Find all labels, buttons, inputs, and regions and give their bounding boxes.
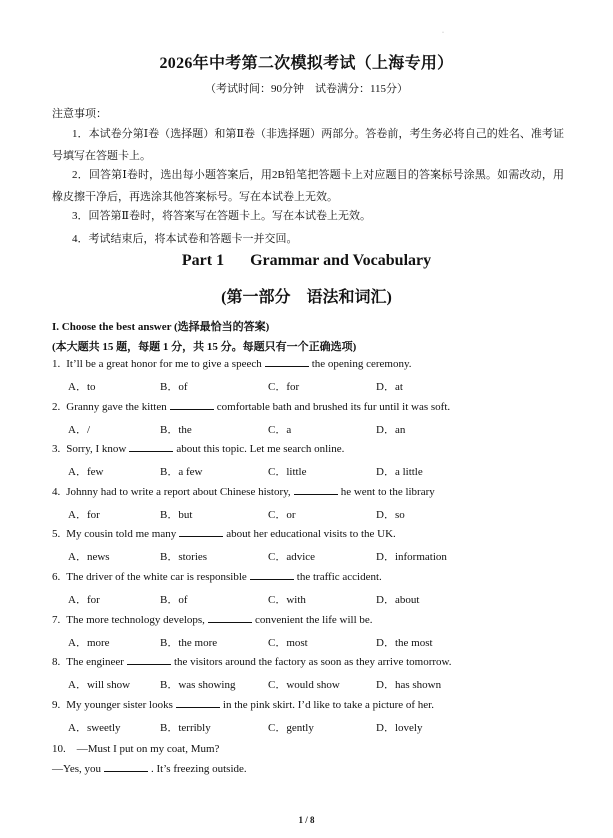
question-9 <box>52 698 434 711</box>
notice-item-2: 2．回答第Ⅰ卷时，选出每小题答案后，用2B铅笔把答题卡上对应题目的答案标号涂黑。如需改动，用橡皮擦干净后，再选涂其他答案标号。写在本试卷上无效。 <box>52 169 564 203</box>
question-3-option-c: C．little <box>268 466 307 478</box>
question-text-before: Sorry, I know <box>66 443 127 455</box>
question-text-before: The engineer <box>66 656 124 668</box>
question-text-after: the traffic accident. <box>296 571 382 583</box>
question-8-option-c: C．would show <box>268 679 340 691</box>
question-4-option-c: C．or <box>268 509 296 521</box>
question-10-line-1: 10. —Must I put on my coat, Mum? <box>52 743 220 755</box>
question-9-option-d: D．lovely <box>376 722 423 734</box>
answer-blank <box>170 400 214 410</box>
part-label: Part 1 <box>181 252 225 269</box>
question-1-option-a: A．to <box>68 381 96 393</box>
question-number: 5. <box>52 528 61 540</box>
notice-item-1: 1．本试卷分第Ⅰ卷（选择题）和第Ⅱ卷（非选择题）两部分。答卷前，考生务必将自己的姓名、准考证号填写在答题卡上。 <box>52 128 564 162</box>
part-name: Grammar and Vocabulary <box>250 252 432 269</box>
question-8-option-b: B．was showing <box>160 679 236 691</box>
question-3 <box>52 442 344 455</box>
question-1-option-c: C．for <box>268 381 300 393</box>
question-6-option-d: D．about <box>376 594 420 606</box>
question-number: 1. <box>52 358 61 370</box>
question-7-option-d: D．the most <box>376 637 433 649</box>
question-number: 6. <box>52 571 61 583</box>
question-text-after: in the pink skirt. I’d like to take a picture of her. <box>222 699 434 711</box>
question-6 <box>52 570 382 583</box>
question-1-option-b: B．of <box>160 381 188 393</box>
question-8-option-a: A．will show <box>68 679 131 691</box>
answer-blank <box>104 762 148 772</box>
question-text-before: My cousin told me many <box>66 528 177 540</box>
question-number: 4. <box>52 486 61 498</box>
q10-reply-after: . It’s freezing outside. <box>151 763 247 775</box>
question-text-before: Granny gave the kitten <box>66 401 167 413</box>
part-subtitle-cn: (第一部分 语法和词汇) <box>221 289 392 306</box>
question-3-option-d: D．a little <box>376 466 423 478</box>
question-4 <box>52 485 435 498</box>
question-1 <box>52 357 412 370</box>
question-text-after: convenient the life will be. <box>254 614 373 626</box>
question-text-after: comfortable bath and brushed its fur until it was soft. <box>216 401 451 413</box>
question-9-option-a: A．sweetly <box>68 722 121 734</box>
question-text-before: My younger sister looks <box>66 699 173 711</box>
answer-blank <box>294 485 338 495</box>
question-number: 7. <box>52 614 61 626</box>
question-2 <box>52 400 450 413</box>
section-note: (本大题共 15 题，每题 1 分，共 15 分。每题只有一个正确选项) <box>52 341 357 353</box>
question-text-after: the visitors around the factory as soon as they arrive tomorrow. <box>173 656 452 668</box>
question-5-option-d: D．information <box>376 551 447 563</box>
page-number: 1 / 8 <box>298 815 315 825</box>
question-8 <box>52 655 452 668</box>
part-title <box>0 252 613 270</box>
question-number: 8. <box>52 656 61 668</box>
question-number: 3. <box>52 443 61 455</box>
question-7-option-a: A．more <box>68 637 110 649</box>
question-6-option-a: A．for <box>68 594 100 606</box>
exam-subtitle: （考试时间：90分钟 试卷满分：115分） <box>204 83 409 95</box>
question-8-option-d: D．has shown <box>376 679 442 691</box>
question-1-option-d: D．at <box>376 381 403 393</box>
question-7-option-c: C．most <box>268 637 308 649</box>
answer-blank <box>129 442 173 452</box>
question-5-option-c: C．advice <box>268 551 316 563</box>
question-3-option-b: B．a few <box>160 466 203 478</box>
question-5-option-b: B．stories <box>160 551 208 563</box>
notice-item-3: 3．回答第Ⅱ卷时，将答案写在答题卡上。写在本试卷上无效。 <box>72 210 371 222</box>
answer-blank <box>250 570 294 580</box>
question-2-option-b: B．the <box>160 424 192 436</box>
question-10-line-2 <box>52 762 247 775</box>
question-number: 9. <box>52 699 61 711</box>
question-text-after: about this topic. Let me search online. <box>176 443 345 455</box>
question-text-before: The more technology develops, <box>66 614 205 626</box>
section-heading: I. Choose the best answer (选择最恰当的答案) <box>52 321 270 333</box>
question-2-option-c: C．a <box>268 424 292 436</box>
question-7-option-b: B．the more <box>160 637 218 649</box>
notice-heading: 注意事项： <box>52 108 107 120</box>
answer-blank <box>127 655 171 665</box>
question-4-option-a: A．for <box>68 509 100 521</box>
question-text-before: The driver of the white car is responsible <box>66 571 247 583</box>
answer-blank <box>208 613 252 623</box>
stray-mark: · <box>442 30 444 36</box>
answer-blank <box>265 357 309 367</box>
question-6-option-b: B．of <box>160 594 188 606</box>
question-7 <box>52 613 373 626</box>
question-text-before: It’ll be a great honor for me to give a speech <box>66 358 262 370</box>
exam-title: 2026年中考第二次模拟考试（上海专用） <box>159 55 454 72</box>
answer-blank <box>179 527 223 537</box>
question-4-option-d: D．so <box>376 509 405 521</box>
question-number: 2. <box>52 401 61 413</box>
question-3-option-a: A．few <box>68 466 104 478</box>
question-4-option-b: B．but <box>160 509 193 521</box>
question-6-option-c: C．with <box>268 594 306 606</box>
question-2-option-a: A．/ <box>68 424 90 436</box>
question-text-after: the opening ceremony. <box>311 358 412 370</box>
question-9-option-b: B．terribly <box>160 722 211 734</box>
answer-blank <box>176 698 220 708</box>
notice-item-4: 4．考试结束后，将本试卷和答题卡一并交回。 <box>72 233 298 245</box>
question-text-after: he went to the library <box>340 486 435 498</box>
q10-reply-before: —Yes, you <box>52 763 102 775</box>
question-5-option-a: A．news <box>68 551 110 563</box>
question-9-option-c: C．gently <box>268 722 314 734</box>
question-text-after: about her educational visits to the UK. <box>226 528 396 540</box>
question-5 <box>52 527 396 540</box>
question-2-option-d: D．an <box>376 424 406 436</box>
question-text-before: Johnny had to write a report about Chinese history, <box>66 486 291 498</box>
